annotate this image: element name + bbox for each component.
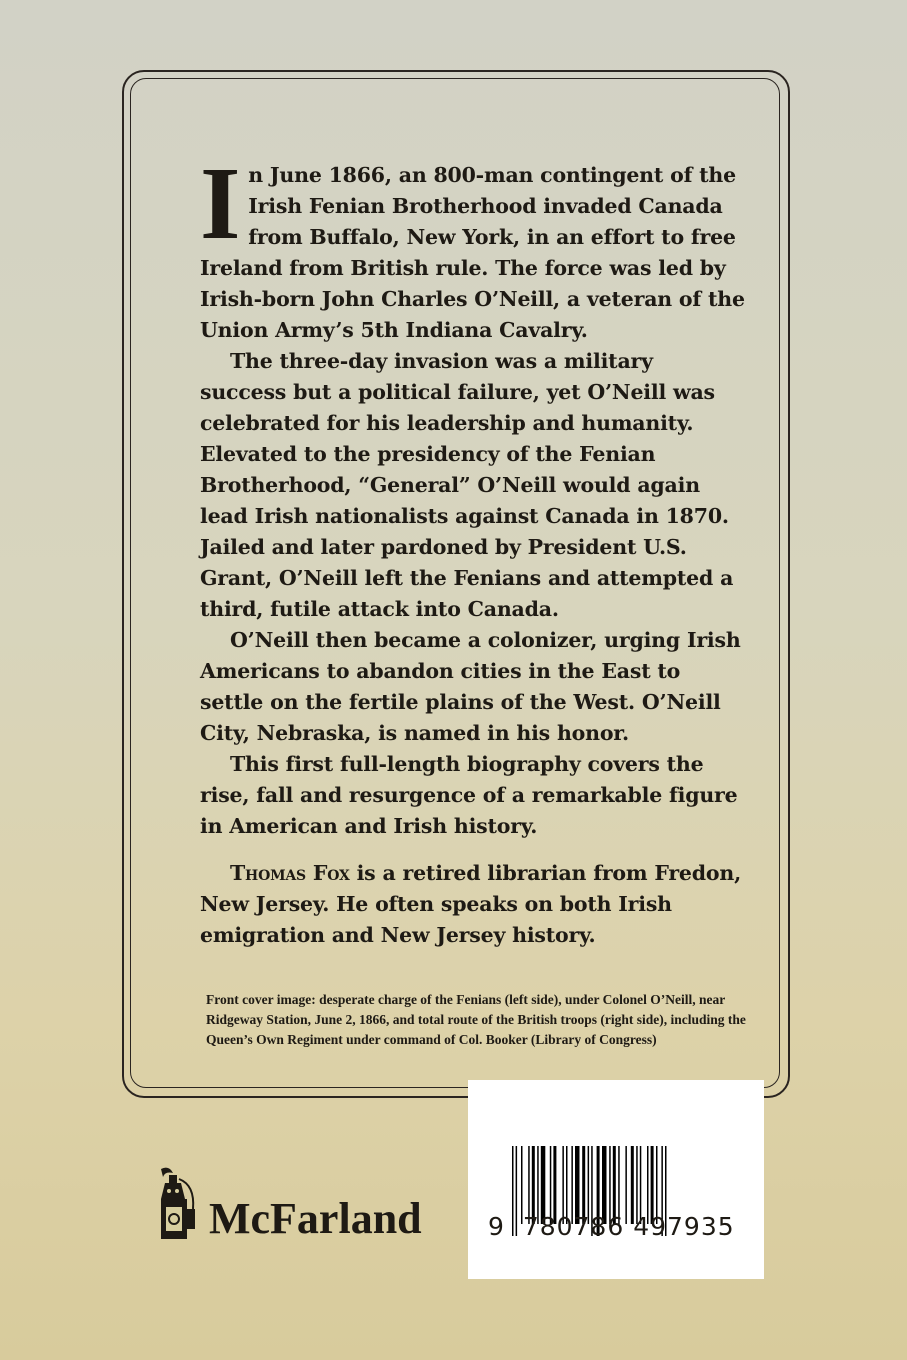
author-name: Thomas Fox [230, 861, 350, 885]
barcode-digits: 9 780786 497935 [488, 1212, 735, 1241]
blurb-paragraph-2: The three-day invasion was a military success but a political failure, yet O’Neill was celebrated for his leadership and humanity. Elevated to the presidency of the Fenian Brotherhood, “General” O’Neill would again lead Irish nationalists against Canada in 1870. Jailed and later pardoned by President U.S. Grant, O’Neill left the Fenians and attempted a third, futile attack into Canada. [200, 349, 734, 621]
author-bio-text: is a retired librarian from Fredon, New Jersey. He often speaks on both Irish emigration and New Jersey history. [200, 861, 742, 947]
author-bio [200, 858, 745, 951]
blurb-paragraph-1: n June 1866, an 800-man contingent of the Irish Fenian Brotherhood invaded Canada from Buffalo, New York, in an effort to free Ireland from British rule. The force was led by Irish-born John Charles O’Neill, a veteran of the Union Army’s 5th Indiana Cavalry. [200, 163, 745, 342]
blurb-paragraph-3: O’Neill then became a colonizer, urging Irish Americans to abandon cities in the East to settle on the fertile plains of the West. O’Neill City, Nebraska, is named in his honor. [200, 628, 741, 745]
cover-image-caption: Front cover image: desperate charge of the Fenians (left side), under Colonel O’Neill, near Ridgeway Station, June 2, 1866, and total route of the British troops (right side), including the Queen’s Own Regiment under command of Col. Booker (Library of Congress) [206, 992, 746, 1047]
drop-cap: I [200, 146, 241, 261]
publisher-name: McFarland [209, 1194, 422, 1243]
lantern-icon [155, 1165, 199, 1241]
blurb [200, 146, 745, 951]
publisher-logo [155, 1165, 422, 1241]
blurb-paragraph-4: This first full-length biography covers the rise, fall and resurgence of a remarkable figure in American and Irish history. [200, 752, 738, 838]
isbn-barcode [468, 1080, 764, 1279]
